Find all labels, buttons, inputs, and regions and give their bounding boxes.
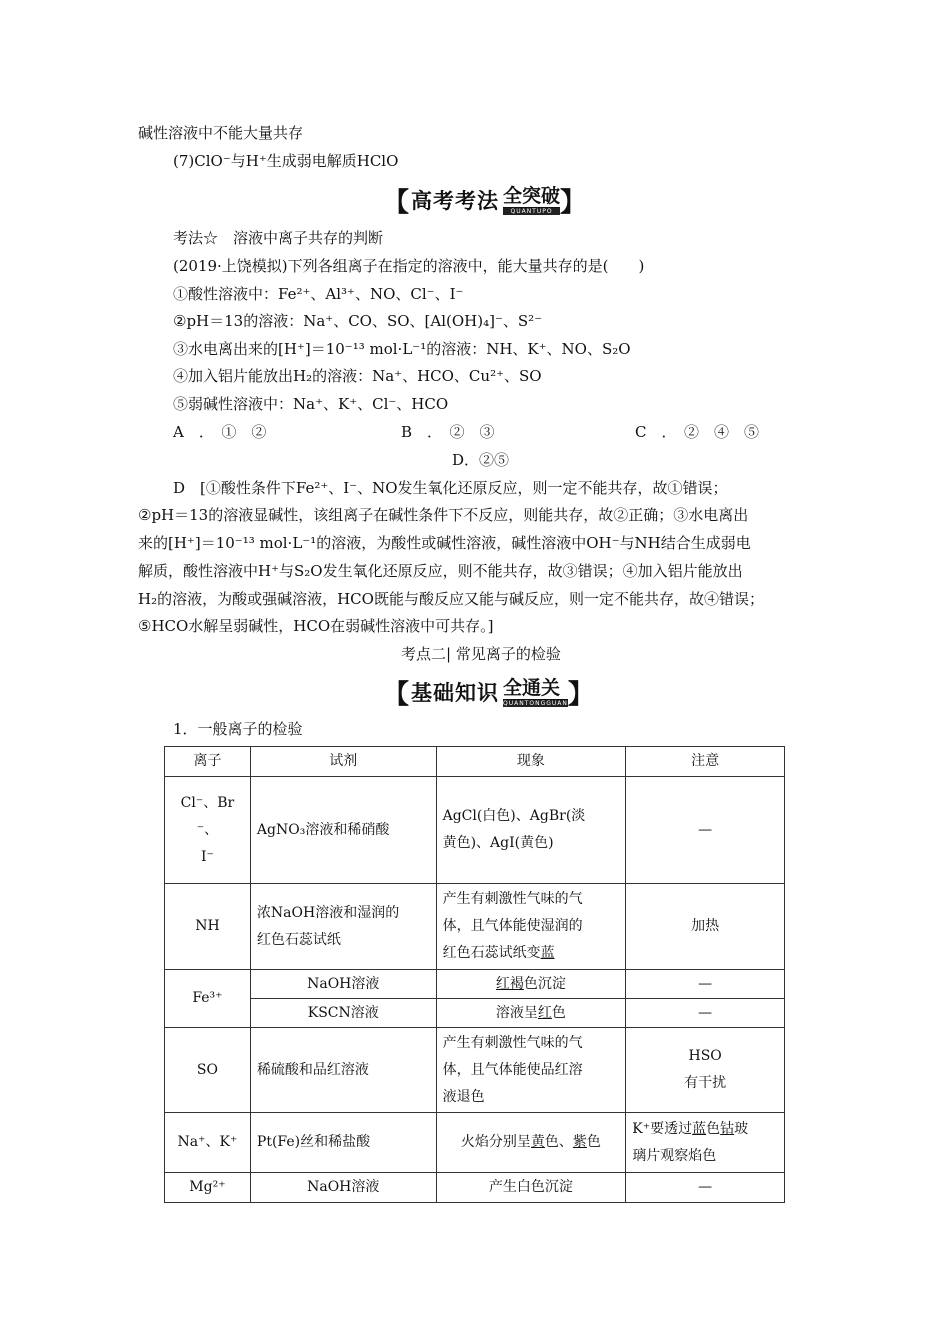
cell-phenomenon [436,1028,626,1113]
cell-note: — [626,999,785,1028]
answer-line-5: H₂的溶液，为酸或强碱溶液，HCO既能与酸反应又能与碱反应，则一定不能共存，故④错误； [138,590,764,608]
cell-phenomenon: 产生白色沉淀 [436,1173,626,1203]
banner2-badge [503,677,568,707]
option-c: C ． ② ④ ⑤ [635,423,759,441]
note-line: HSO [688,1048,722,1064]
banner2-badge-sub: QUANTONGGUAN [503,700,568,707]
header-ion: 离子 [165,747,251,777]
cell-reagent: KSCN溶液 [250,999,436,1028]
table-header-row [165,747,785,777]
cell-reagent: AgNO₃溶液和稀硝酸 [250,777,436,884]
note-line: K⁺要透过蓝色钴玻 [632,1120,749,1137]
cell-ion: NH [165,884,251,970]
section-title: 考点二| 常见离子的检验 [401,645,561,663]
cell-phenomenon [436,884,626,970]
cell-ion: Na⁺、K⁺ [165,1113,251,1173]
intro-line-2: (7)ClO⁻与H⁺生成弱电解质HClO [173,152,399,170]
method-item-2: ②pH＝13的溶液：Na⁺、CO、SO、[Al(OH)₄]⁻、S²⁻ [173,312,543,330]
answer-line-1: D [①酸性条件下Fe²⁺、I⁻、NO发生氧化还原反应，则一定不能共存，故①错误； [173,479,728,497]
cell-ion: Fe³⁺ [165,970,251,1028]
reagent-line: 红色石蕊试纸 [256,931,341,948]
cell-note: — [626,777,785,884]
ion-detection-table [164,746,785,1203]
header-note: 注意 [626,747,785,777]
phenomenon-line: 黄色)、AgI(黄色) [442,835,554,851]
cell-phenomenon [436,777,626,884]
header-phenomenon: 现象 [436,747,626,777]
method-item-1: ①酸性溶液中：Fe²⁺、Al³⁺、NO、Cl⁻、I⁻ [173,285,464,303]
banner2-bracket-right: 】 [567,679,594,710]
ion-line: I⁻ [200,848,214,865]
cell-note: 加热 [626,884,785,970]
table-row [165,999,785,1028]
table-row [165,777,785,884]
cell-note [626,1028,785,1113]
method-question: (2019·上饶模拟)下列各组离子在指定的溶液中，能大量共存的是( ) [173,257,645,275]
phenomenon-line: 液退色 [442,1088,485,1105]
cell-ion: SO [165,1028,251,1113]
phenomenon-line: 红色石蕊试纸变蓝 [442,945,555,961]
table-row [165,970,785,999]
method-title: 考法☆ 溶液中离子共存的判断 [173,229,384,247]
table-row [165,884,785,970]
cell-note: — [626,1173,785,1203]
option-a: A ． ① ② [173,423,267,441]
table-title: 1．一般离子的检验 [173,720,303,738]
answer-line-6: ⑤HCO水解呈弱碱性，HCO在弱碱性溶液中可共存。] [138,617,494,635]
answer-line-2: ②pH＝13的溶液显碱性，该组离子在碱性条件下不反应，则能共存，故②正确；③水电离出 [138,506,749,524]
banner2-badge-text: 全通关 [503,677,568,700]
answer-line-4: 解质，酸性溶液中H⁺与S₂O发生氧化还原反应，则不能共存，故③错误；④加入铝片能放出 [138,562,743,580]
phenomenon-line: AgCl(白色)、AgBr(淡 [442,808,586,824]
banner-badge-sub: QUANTUPO [503,208,560,215]
banner-badge-text: 全突破 [503,185,561,207]
header-reagent: 试剂 [250,747,436,777]
cell-reagent: NaOH溶液 [250,970,436,999]
note-line: 璃片观察焰色 [632,1147,717,1164]
phenomenon-line: 产生有刺激性气味的气 [442,1034,583,1051]
banner2-bracket-left: 【 [383,679,410,710]
method-item-3: ③水电离出来的[H⁺]＝10⁻¹³ mol·L⁻¹的溶液：NH、K⁺、NO、S₂O [173,340,631,358]
reagent-line: 浓NaOH溶液和湿润的 [256,904,400,921]
banner2-title: 基础知识 [411,681,500,705]
table-row [165,1173,785,1203]
phenomenon-line: 体，且气体能使湿润的 [442,918,583,934]
cell-ion [165,777,251,884]
ion-line: ⁻、 [196,821,219,838]
cell-reagent: 稀硫酸和品红溶液 [250,1028,436,1113]
table-row [165,1113,785,1173]
cell-note [626,1113,785,1173]
method-item-4: ④加入铝片能放出H₂的溶液：Na⁺、HCO、Cu²⁺、SO [173,367,542,385]
banner-jichu-zhishi [383,676,594,708]
intro-line-1: 碱性溶液中不能大量共存 [138,124,304,142]
ion-line: Cl⁻、Br [180,794,235,811]
banner-bracket-right: 】 [560,187,587,218]
banner-title: 高考考法 [411,189,500,213]
cell-reagent [250,884,436,970]
banner-badge [503,185,560,215]
option-d: D．②⑤ [452,451,510,469]
phenomenon-line: 产生有刺激性气味的气 [442,891,583,907]
cell-reagent: NaOH溶液 [250,1173,436,1203]
banner-gaokao-kaofa [383,184,586,216]
phenomenon-line: 体，且气体能使品红溶 [442,1061,583,1078]
cell-phenomenon: 红褐色沉淀 [436,970,626,999]
note-line: 有干扰 [684,1075,727,1091]
cell-note: — [626,970,785,999]
answer-line-3: 来的[H⁺]＝10⁻¹³ mol·L⁻¹的溶液，为酸性或碱性溶液，碱性溶液中OH⁻与NH结合生成弱电 [138,534,751,552]
cell-ion: Mg²⁺ [165,1173,251,1203]
cell-reagent: Pt(Fe)丝和稀盐酸 [250,1113,436,1173]
table-row [165,1028,785,1113]
cell-phenomenon: 溶液呈红色 [436,999,626,1028]
option-b: B ． ② ③ [401,423,495,441]
method-item-5: ⑤弱碱性溶液中：Na⁺、K⁺、Cl⁻、HCO [173,395,449,413]
cell-phenomenon: 火焰分别呈黄色、紫色 [436,1113,626,1173]
banner-bracket-left: 【 [383,187,410,218]
